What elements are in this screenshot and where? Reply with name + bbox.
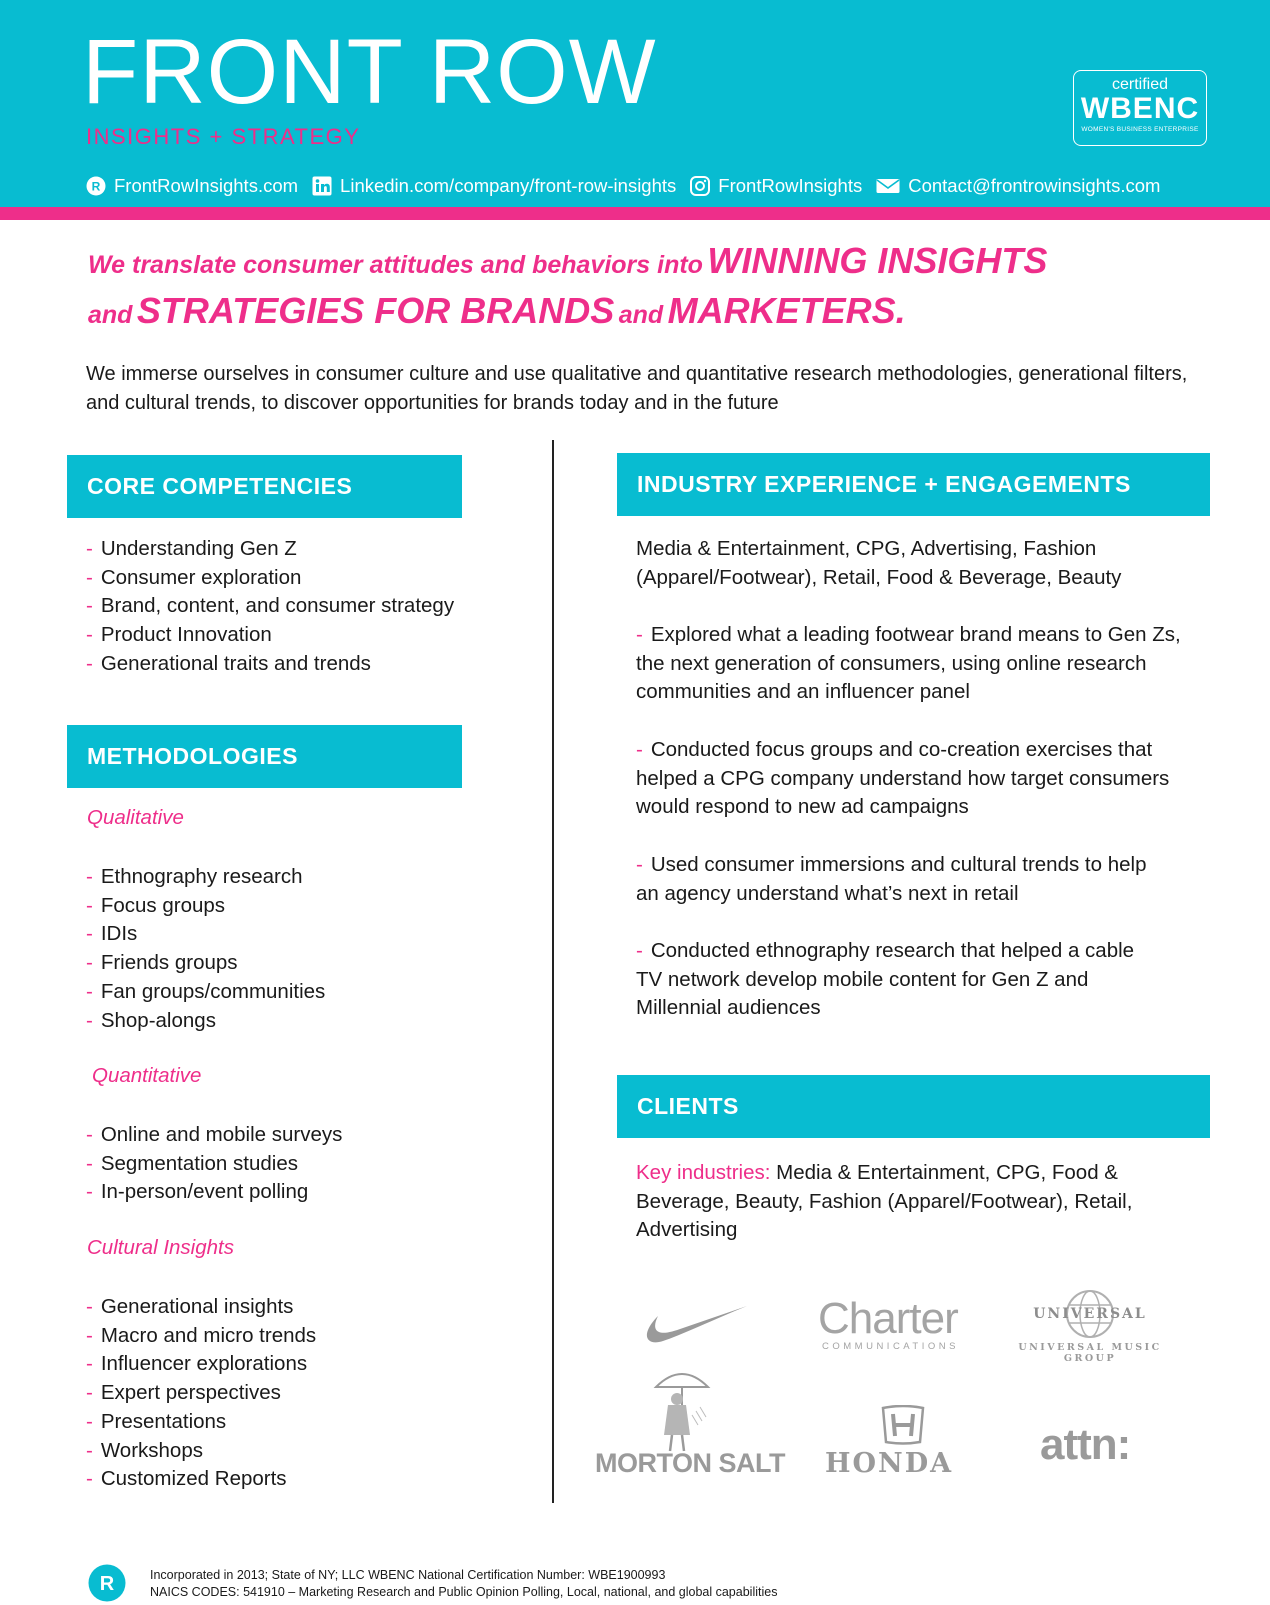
cultural-insights-list xyxy=(86,1293,316,1494)
engagement-entry: - Conducted focus groups and co-creation exercises that helped a CPG company understand how target consumers would respond to new ad campaigns xyxy=(636,738,1170,819)
list-item-text: Workshops xyxy=(100,1438,203,1462)
list-item-text: Understanding Gen Z xyxy=(100,537,297,560)
list-item-text: Generational insights xyxy=(100,1295,294,1318)
industry-experience-heading: INDUSTRY EXPERIENCE + ENGAGEMENTS xyxy=(617,453,1210,516)
headline-part-2: and xyxy=(88,301,133,329)
contact-website[interactable] xyxy=(86,175,298,197)
badge-main: WBENC xyxy=(1080,92,1200,125)
contact-linkedin-text: Linkedin.com/company/front-row-insights xyxy=(340,175,677,196)
engagement-entry: - Used consumer immersions and cultural trends to help an agency understand what’s next in retail xyxy=(636,853,1147,905)
list-item-text: Consumer exploration xyxy=(100,565,302,589)
list-item: - Generational insights xyxy=(86,1295,294,1318)
list-item-text: Shop-alongs xyxy=(100,1008,216,1032)
list-item-text: Focus groups xyxy=(100,893,226,917)
headline-line-1 xyxy=(88,236,1228,286)
list-item: - Understanding Gen Z xyxy=(86,537,297,560)
headline-bold-1: WINNING INSIGHTS xyxy=(707,240,1048,281)
contact-instagram-text: FrontRowInsights xyxy=(718,175,863,196)
header-stripe xyxy=(0,207,1270,220)
headline-part-3: and xyxy=(618,301,664,329)
headline xyxy=(88,236,1228,336)
list-item: - IDIs xyxy=(86,922,138,946)
list-item-text: Expert perspectives xyxy=(100,1381,281,1405)
core-competencies-heading: CORE COMPETENCIES xyxy=(67,455,462,518)
universal-logo xyxy=(995,1289,1185,1364)
core-competencies-list xyxy=(86,535,454,679)
mail-icon xyxy=(876,176,900,196)
list-item: - Brand, content, and consumer strategy xyxy=(86,594,455,618)
contact-linkedin[interactable] xyxy=(312,175,676,197)
key-industries-label: Key industries: xyxy=(636,1161,771,1184)
list-item-text: Fan groups/communities xyxy=(100,979,326,1003)
list-item-text: Friends groups xyxy=(100,951,238,975)
clients-heading: CLIENTS xyxy=(617,1075,1210,1138)
contact-instagram[interactable] xyxy=(690,175,862,197)
brand-tagline: INSIGHTS + STRATEGY xyxy=(86,124,361,149)
headline-line-2 xyxy=(88,286,1228,336)
list-item-text: Segmentation studies xyxy=(100,1151,298,1175)
contact-email-text: Contact@frontrowinsights.com xyxy=(908,175,1161,196)
headline-part-1: We translate consumer attitudes and behaviors into xyxy=(88,251,703,279)
list-item: - Customized Reports xyxy=(86,1467,287,1491)
intro-paragraph: We immerse ourselves in consumer culture and use qualitative and quantitative research methodologies, generational filters, and cultural trends, to discover opportunities for brands today and in the future xyxy=(86,363,1188,414)
contact-email[interactable] xyxy=(876,175,1160,197)
list-item-text: Brand, content, and consumer strategy xyxy=(100,594,455,618)
list-item: - In-person/event polling xyxy=(86,1180,309,1204)
list-item: - Expert perspectives xyxy=(86,1381,281,1405)
list-item: - Influencer explorations xyxy=(86,1352,308,1376)
qualitative-list xyxy=(86,863,325,1035)
charter-logo-word: Charter xyxy=(818,1294,958,1343)
badge-top: certified xyxy=(1111,76,1169,93)
universal-logo-word: UNIVERSAL xyxy=(1033,1306,1147,1322)
list-item-text: Ethnography research xyxy=(100,865,303,888)
list-item: - Segmentation studies xyxy=(86,1151,298,1175)
list-item-text: Macro and micro trends xyxy=(100,1323,317,1347)
contact-website-text: FrontRowInsights.com xyxy=(114,175,299,196)
list-item: - Shop-alongs xyxy=(86,1008,216,1032)
quantitative-list xyxy=(86,1121,342,1207)
list-item-text: Presentations xyxy=(100,1409,227,1433)
morton-salt-logo: MORTON SALT xyxy=(595,1448,785,1478)
qualitative-label: Qualitative xyxy=(87,806,184,829)
instagram-icon xyxy=(690,176,710,196)
footer-text xyxy=(150,1567,777,1601)
list-item-text: IDIs xyxy=(100,922,138,946)
list-item: - Presentations xyxy=(86,1409,227,1433)
headline-bold-2: STRATEGIES FOR BRANDS xyxy=(136,290,615,331)
brand-logo: FRONT ROW xyxy=(82,21,657,123)
svg-text:R: R xyxy=(99,1573,115,1595)
charter-logo-sub: COMMUNICATIONS xyxy=(822,1341,959,1352)
engagement-text: Explored what a leading footwear brand means to Gen Zs, the next generation of consumers, using online research communities and an influencer panel xyxy=(636,623,1181,704)
wbenc-badge xyxy=(1073,70,1207,146)
methodologies-heading: METHODOLOGIES xyxy=(67,725,462,788)
honda-emblem-icon xyxy=(880,1405,926,1445)
morton-salt-girl-icon xyxy=(652,1365,714,1455)
list-item: - Ethnography research xyxy=(86,865,303,888)
headline-bold-3: MARKETERS. xyxy=(667,290,906,331)
list-item: - Consumer exploration xyxy=(86,565,302,589)
quantitative-label: Quantitative xyxy=(92,1064,202,1087)
list-item: - Product Innovation xyxy=(86,623,272,647)
key-industries xyxy=(636,1159,1206,1245)
charter-logo xyxy=(818,1294,968,1352)
badge-sub: WOMEN'S BUSINESS ENTERPRISE xyxy=(1081,126,1199,133)
list-item-text: Online and mobile surveys xyxy=(100,1123,343,1146)
list-item: - Focus groups xyxy=(86,893,226,917)
key-industries-text: Media & Entertainment, CPG, Food & Beverage, Beauty, Fashion (Apparel/Footwear), Retail, Advertising xyxy=(636,1161,1133,1242)
footer-line-2: NAICS CODES: 541910 – Marketing Research and Public Opinion Polling, Local, national, and global capabilities xyxy=(150,1585,778,1599)
engagement-text: Conducted focus groups and co-creation exercises that helped a CPG company understand how target consumers would respond to new ad campaigns xyxy=(636,738,1170,819)
list-item: - Generational traits and trends xyxy=(86,651,371,675)
list-item: - Fan groups/communities xyxy=(86,979,326,1003)
linkedin-icon xyxy=(312,176,332,196)
universal-logo-sub: UNIVERSAL MUSIC GROUP xyxy=(1018,1342,1162,1364)
engagement-entry: - Conducted ethnography research that helped a cable TV network develop mobile content for Gen Z and Millennial audiences xyxy=(636,939,1135,1020)
footer-line-1: Incorporated in 2013; State of NY; LLC WBENC National Certification Number: WBE1900993 xyxy=(150,1568,666,1582)
list-item: - Workshops xyxy=(86,1438,203,1462)
list-item-text: Influencer explorations xyxy=(100,1352,308,1376)
list-item: - Macro and micro trends xyxy=(86,1323,317,1347)
svg-text:R: R xyxy=(91,179,101,194)
list-item-text: Generational traits and trends xyxy=(100,651,371,675)
list-item-text: Customized Reports xyxy=(100,1467,287,1491)
front-row-icon xyxy=(88,1564,126,1602)
attn-logo: attn: xyxy=(1040,1420,1131,1469)
list-item-text: In-person/event polling xyxy=(100,1180,309,1204)
nike-logo xyxy=(645,1303,750,1345)
front-row-icon xyxy=(86,176,106,196)
engagement-text: Used consumer immersions and cultural trends to help an agency understand what’s next in retail xyxy=(636,853,1147,905)
list-item: - Online and mobile surveys xyxy=(86,1123,343,1146)
list-item-text: Product Innovation xyxy=(100,623,272,647)
cultural-insights-label: Cultural Insights xyxy=(87,1236,234,1259)
engagement-entry: - Explored what a leading footwear brand means to Gen Zs, the next generation of consumers, using online research communities and an influencer panel xyxy=(636,623,1181,704)
engagement-text: Conducted ethnography research that helped a cable TV network develop mobile content for Gen Z and Millennial audiences xyxy=(636,939,1135,1020)
industry-list: Media & Entertainment, CPG, Advertising, Fashion (Apparel/Footwear), Retail, Food & Beverage, Beauty xyxy=(636,537,1122,589)
column-divider xyxy=(552,440,554,1503)
list-item: - Friends groups xyxy=(86,951,238,975)
honda-logo: HONDA xyxy=(825,1448,954,1479)
contact-row xyxy=(86,174,1174,198)
